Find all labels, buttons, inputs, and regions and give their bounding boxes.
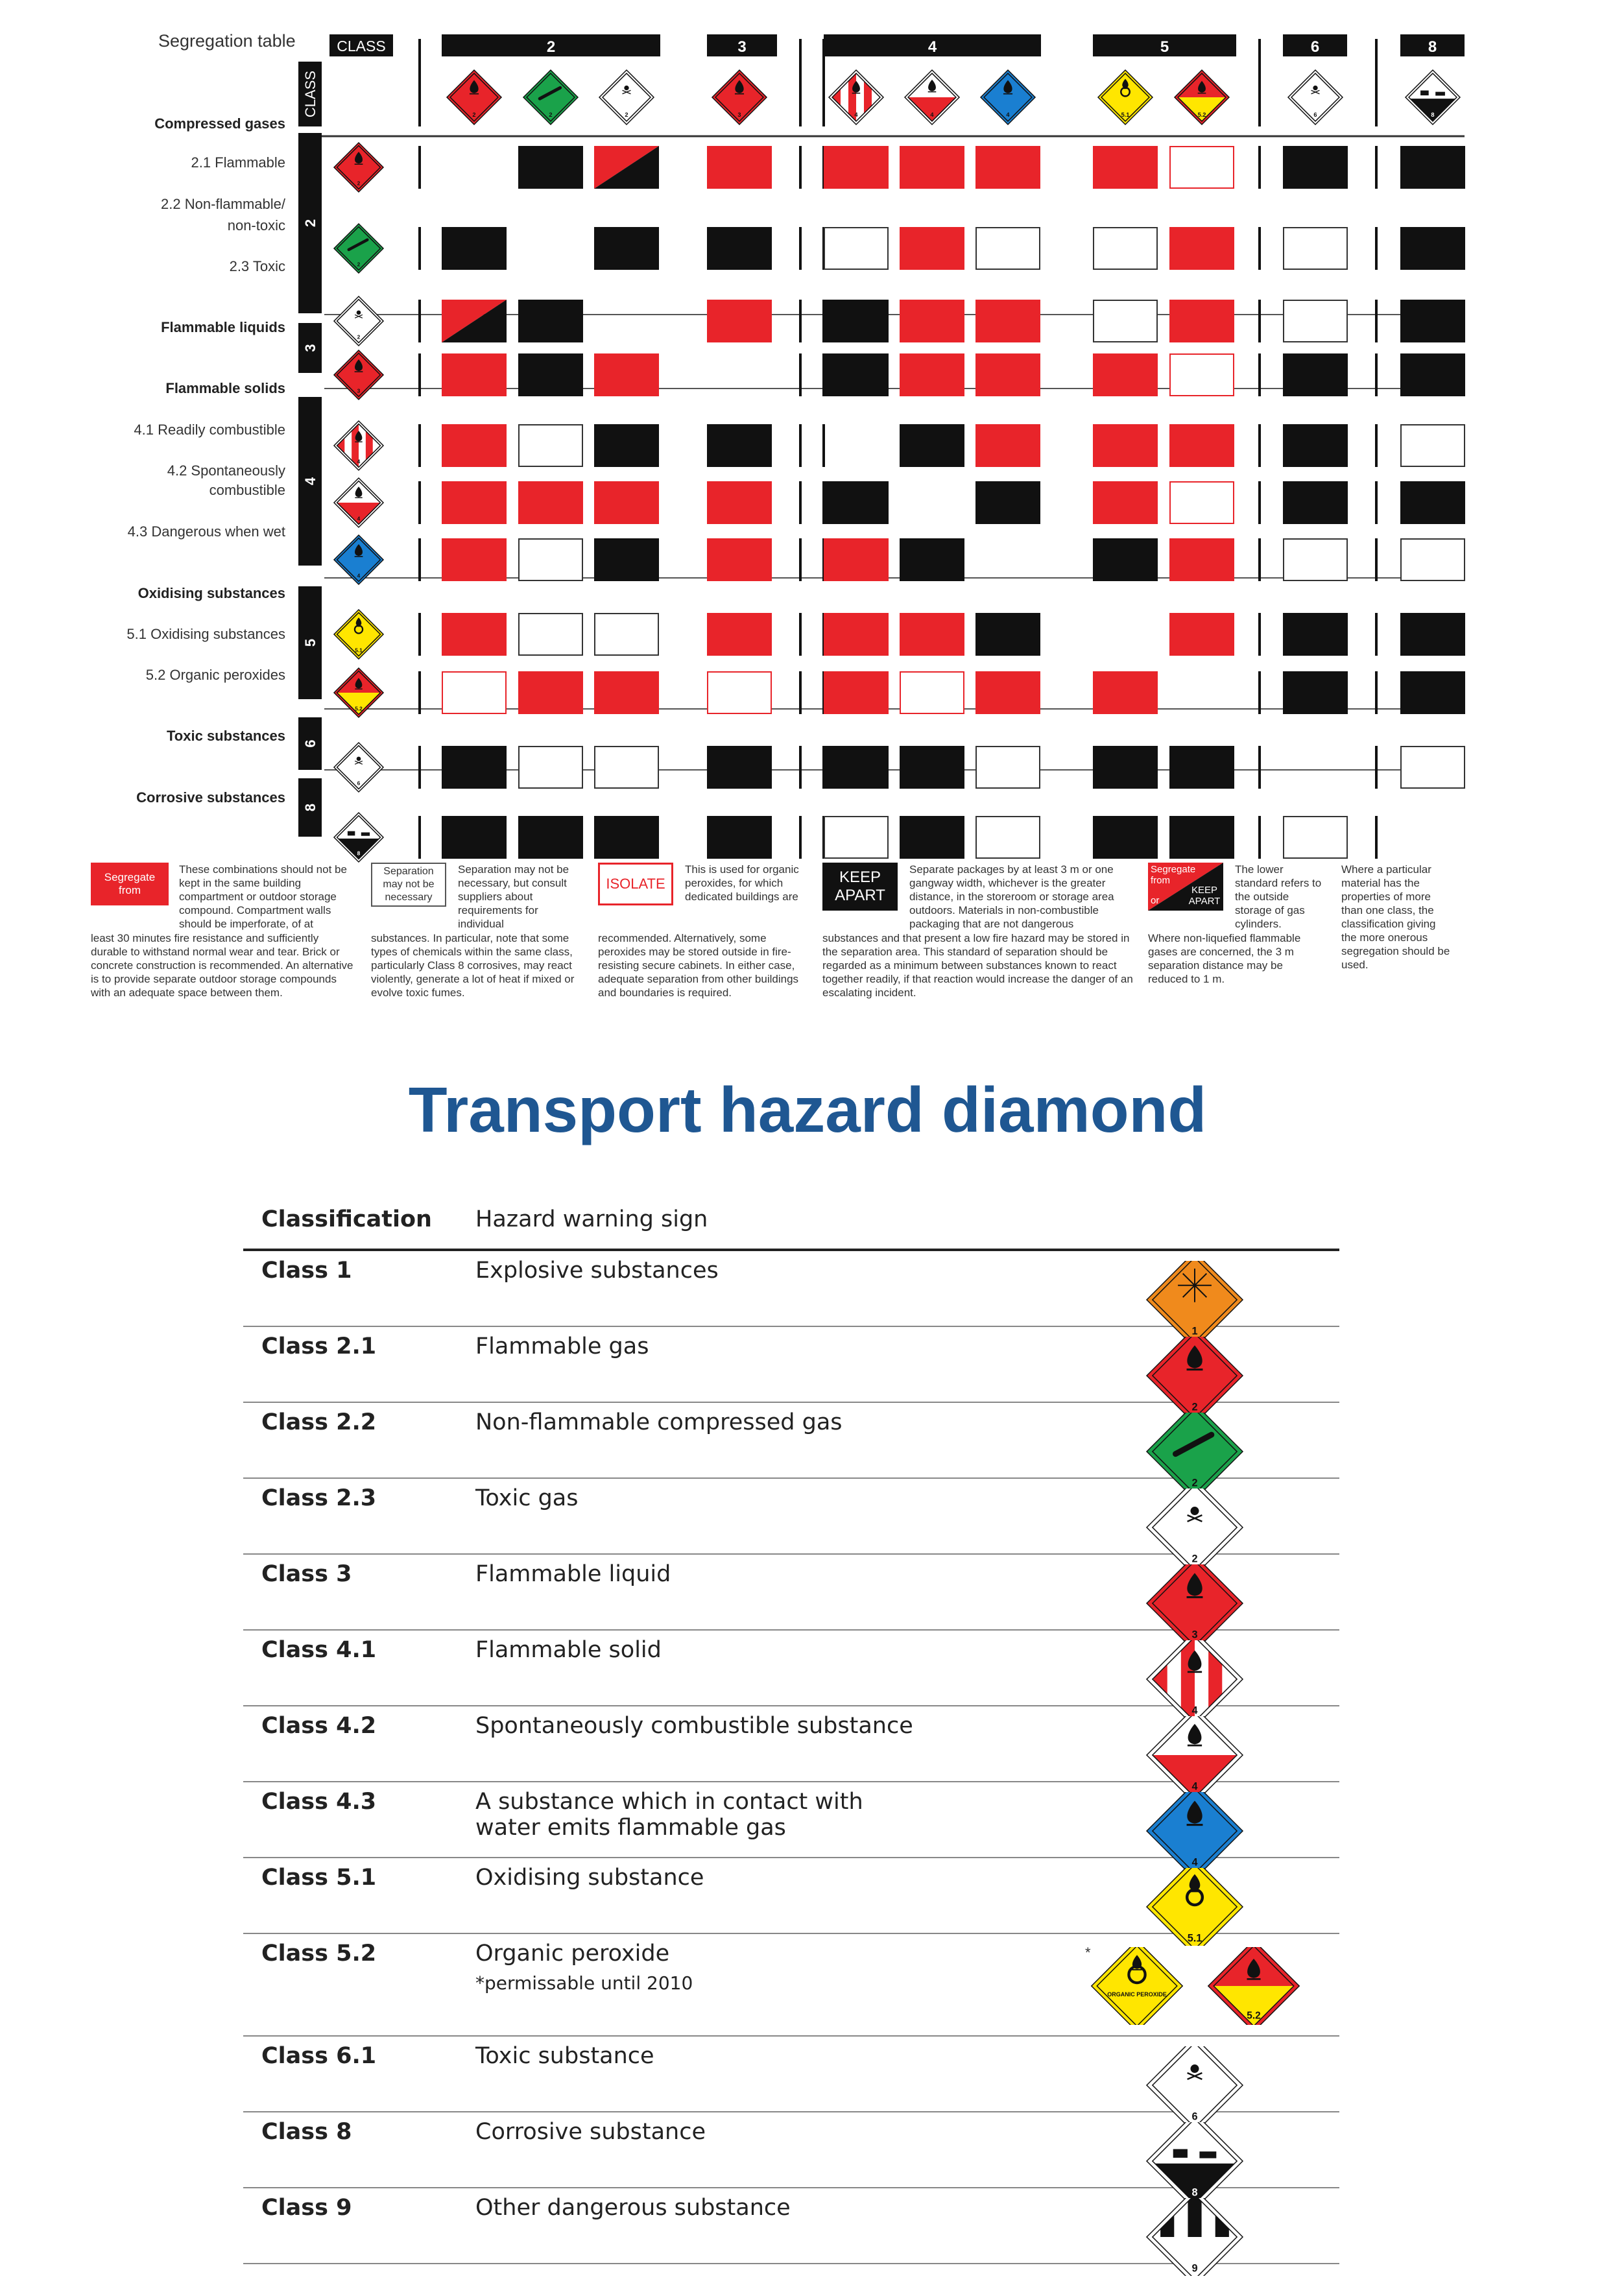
hazard-diamond-4-1 xyxy=(829,70,887,125)
cell-4-2-8 xyxy=(1400,481,1465,524)
legend-keep-apart-box xyxy=(822,863,898,911)
hazard-diamond-number: 5.2 xyxy=(1247,2010,1261,2022)
hazard-class: Class 2.3 xyxy=(261,1485,377,1511)
hazard-description: Corrosive substance xyxy=(475,2119,706,2145)
hazard-diamond-number: 5.1 xyxy=(355,647,363,654)
col-group-label: 6 xyxy=(1310,38,1320,56)
hazard-description: Flammable liquid xyxy=(475,1561,671,1587)
cell-3-4-3 xyxy=(975,353,1040,396)
hazard-row xyxy=(243,1403,1339,1489)
cell-5-2-2-1 xyxy=(442,672,506,713)
hazard-diamond-2-3 xyxy=(599,70,654,125)
hazard-description: Toxic substance xyxy=(475,2043,654,2069)
cell-2-1-3 xyxy=(707,146,772,189)
hazard-diamond-5-1 xyxy=(334,610,383,659)
cell-4-1-2-1 xyxy=(442,424,507,467)
hazard-description-line: A substance which in contact with xyxy=(475,1789,863,1815)
hazard-diamond-number: 4 xyxy=(1191,1704,1198,1717)
cell-4-3-4-1 xyxy=(824,538,889,581)
cell-6-2-2 xyxy=(519,747,582,788)
legend-separation-label: Separation may not be necessary xyxy=(383,866,435,903)
cell-8-4-1 xyxy=(824,817,888,858)
cell-2-3-5-2 xyxy=(1169,300,1234,342)
hazard-row xyxy=(243,2188,1339,2275)
hazard-diamond-number: 4 xyxy=(854,112,858,119)
hazard-diamond-6 xyxy=(334,743,383,792)
hazard-class: Class 6.1 xyxy=(261,2043,377,2069)
cell-2-1-2-3 xyxy=(594,146,659,189)
hazard-diamond-number: 2 xyxy=(1191,1477,1198,1489)
hazard-row xyxy=(243,1782,1339,1869)
hazard-diamond-number: 2 xyxy=(1191,1553,1198,1565)
row-group-label: 3 xyxy=(302,344,318,352)
hazard-description: Organic peroxide *permissable until 2010 xyxy=(475,1934,1059,2035)
legend-seg-keep-bottom: KEEP APART xyxy=(1188,885,1221,907)
cell-2-2-2-1 xyxy=(442,227,507,270)
row-label: 4.3 Dangerous when wet xyxy=(127,523,285,540)
cell-2-2-4-2 xyxy=(900,227,964,270)
cell-2-2-3 xyxy=(707,227,772,270)
cell-2-1-5-2 xyxy=(1170,147,1234,188)
hazard-description: Flammable solid xyxy=(475,1637,662,1663)
cell-2-2-6 xyxy=(1284,228,1347,269)
hazard-diamond-number: 3 xyxy=(1191,1629,1198,1641)
hazard-rows xyxy=(243,1251,1339,2275)
cell-2-2-4-3 xyxy=(976,228,1040,269)
corrosive-icon xyxy=(1420,91,1429,96)
cell-2-3-8 xyxy=(1400,300,1465,342)
hazard-diamond-number: 3 xyxy=(737,112,741,119)
cell-4-2-6 xyxy=(1283,481,1348,524)
cell-4-3-6 xyxy=(1284,539,1347,580)
hazard-class: Class 8 xyxy=(261,2119,352,2145)
cell-8-5-2 xyxy=(1169,816,1234,859)
hazard-diamond-4-2 xyxy=(334,478,383,527)
cell-2-3-4-2 xyxy=(900,300,964,342)
cell-5-2-6 xyxy=(1283,671,1348,714)
legend-keep-apart-text-cont: substances and that present a low fire hazard may be stored in the separation area. This standard of separation should be regarded as a minimum between substances known to react together readily, if that reaction would increase the danger of an escalating incident. xyxy=(822,932,1133,999)
row-group-title: Flammable liquids xyxy=(161,319,285,335)
legend-segregate-box xyxy=(91,863,169,905)
cell-4-2-4-1 xyxy=(824,481,889,524)
cell-2-1-4-3 xyxy=(975,146,1040,189)
corrosive-icon xyxy=(1173,2149,1188,2158)
skull-icon xyxy=(624,86,628,90)
hazard-diamond-number: 6 xyxy=(357,780,361,787)
cell-4-2-5-2 xyxy=(1170,482,1234,523)
hazard-diamond-3 xyxy=(712,70,767,125)
hazard-diamond-number: 3 xyxy=(357,387,361,394)
hazard-description xyxy=(475,1782,1059,1857)
cell-8-4-3 xyxy=(976,817,1040,858)
hazard-description: Toxic gas xyxy=(475,1485,579,1511)
legend-seg-keep-or: or xyxy=(1151,895,1160,906)
old-sign-label: ORGANIC PEROXIDE xyxy=(1107,1991,1167,1998)
skull-icon xyxy=(357,757,361,761)
cell-8-5-1 xyxy=(1093,816,1158,859)
cell-4-1-5-2 xyxy=(1169,424,1234,467)
hazard-diamond-5-1 xyxy=(1098,70,1153,125)
hazard-diamond-number: 5.2 xyxy=(355,705,363,712)
hazard-class: Class 5.2 xyxy=(261,1941,377,1967)
row-group-title: Flammable solids xyxy=(165,380,285,396)
segregation-title: Segregation table xyxy=(158,31,296,51)
hazard-sign xyxy=(1080,1947,1313,2025)
cell-3-8 xyxy=(1400,353,1465,396)
cell-2-3-2-2 xyxy=(518,300,583,342)
row-label: non-toxic xyxy=(227,217,285,233)
cell-3-2-2 xyxy=(518,353,583,396)
hazard-diamond-6 xyxy=(1288,70,1343,125)
cell-2-1-5-1 xyxy=(1093,146,1158,189)
skull-icon xyxy=(1313,86,1317,90)
cell-2-2-5-2 xyxy=(1169,227,1234,270)
hazard-diamond-number: 8 xyxy=(357,850,361,857)
cell-5-2-3 xyxy=(708,672,771,713)
cell-5-1-6 xyxy=(1283,613,1348,656)
cell-8-4-2 xyxy=(900,816,964,859)
hazard-diamond-number: 2 xyxy=(357,333,361,341)
cell-2-3-4-3 xyxy=(975,300,1040,342)
legend-segregate-text: These combinations should not be kept in the same building compartment or outdoor storage compound. Compartment walls should be imperforate, of at xyxy=(179,863,347,930)
cell-3-2-3 xyxy=(594,353,659,396)
cell-4-2-5-1 xyxy=(1093,481,1158,524)
hazard-class: Class 9 xyxy=(261,2195,352,2221)
hazard-diamond-number: 9 xyxy=(1191,2262,1198,2275)
hazard-class: Class 5.1 xyxy=(261,1865,377,1891)
cell-3-4-1 xyxy=(824,353,889,396)
hazard-description-line: water emits flammable gas xyxy=(475,1815,786,1841)
hazard-diamond-number: 4 xyxy=(1191,1780,1198,1793)
hazard-row xyxy=(243,1327,1339,1413)
cell-4-1-2-2 xyxy=(519,425,582,466)
col-group-label: 8 xyxy=(1428,38,1437,56)
hazard-diamond-4-1 xyxy=(334,421,387,470)
legend-isolate-label: ISOLATE xyxy=(606,876,665,892)
hazard-table xyxy=(243,1190,1339,2275)
hazard-diamond-number: 5.1 xyxy=(1187,1932,1202,1944)
cell-3-5-2 xyxy=(1170,354,1234,396)
hazard-row xyxy=(243,2112,1339,2199)
cell-6-5-2 xyxy=(1169,746,1234,789)
cell-4-3-5-2 xyxy=(1169,538,1234,581)
col-group-label: 5 xyxy=(1160,38,1169,56)
page-title: Transport hazard diamond xyxy=(408,1074,1207,1145)
cell-4-3-2-2 xyxy=(519,539,582,580)
cell-8-2-3 xyxy=(594,816,659,859)
cell-6-8 xyxy=(1401,747,1465,788)
cell-2-2-2-3 xyxy=(594,227,659,270)
cell-5-2-4-2 xyxy=(900,672,964,713)
header-classification: Classification xyxy=(261,1206,432,1232)
cell-8-3 xyxy=(707,816,772,859)
hazard-sign xyxy=(1080,2198,1313,2276)
cell-2-2-5-1 xyxy=(1094,228,1157,269)
hazard-diamond-9 xyxy=(1147,2198,1243,2276)
cell-5-1-4-1 xyxy=(824,613,889,656)
hazard-diamond-number: 2 xyxy=(1191,1401,1198,1413)
hazard-diamond-number: 4 xyxy=(357,458,361,465)
cell-4-1-8 xyxy=(1401,425,1465,466)
hazard-class: Class 2.2 xyxy=(261,1409,377,1435)
hazard-class: Class 1 xyxy=(261,1258,352,1284)
cell-4-1-5-1 xyxy=(1093,424,1158,467)
cell-5-2-4-1 xyxy=(824,671,889,714)
legend-separation-text: Separation may not be necessary, but consult suppliers about requirements for individual xyxy=(458,863,569,930)
hazard-diamond-number: 8 xyxy=(1191,2186,1198,2199)
hazard-diamond-number: 2 xyxy=(549,112,553,119)
cell-5-2-2-3 xyxy=(594,671,659,714)
legend-segregate-keep-box xyxy=(1148,863,1223,911)
hazard-diamond-number: 5.2 xyxy=(1197,112,1206,119)
legend-isolate-text-cont: recommended. Alternatively, some peroxides may be stored outside in fire-resisting secure cabinets. In either case, adequate separation from other buildings and boundaries is required. xyxy=(598,932,799,999)
cell-8-2-1 xyxy=(442,816,507,859)
hazard-description: Spontaneously combustible substance xyxy=(475,1713,913,1739)
hazard-row xyxy=(243,1251,1339,1337)
row-label: 2.2 Non-flammable/ xyxy=(161,196,285,212)
hazard-diamond-number: 2 xyxy=(472,112,476,119)
row-group-label: 6 xyxy=(302,739,318,748)
legend-separation-text-cont: substances. In particular, note that some types of chemicals within the same class, particularly Class 8 corrosives, may react violently, generate a lot of heat if mixed or evolve toxic fumes. xyxy=(371,932,575,999)
cell-2-1-4-1 xyxy=(824,146,889,189)
hazard-row xyxy=(243,1706,1339,1793)
hazard-row xyxy=(243,1631,1339,1717)
hazard-diamond-8 xyxy=(1406,70,1460,126)
cell-6-2-1 xyxy=(442,746,507,789)
hazard-diamond-3 xyxy=(334,350,383,400)
legend-keep-apart-text: Separate packages by at least 3 m or one gangway width, whichever is the greater distance, in the storeroom or storage area outdoors. Materials in non-combustible packaging that are not dangerous xyxy=(909,863,1114,930)
cell-4-1-3 xyxy=(707,424,772,467)
cell-5-1-2-1 xyxy=(442,613,507,656)
col-group-label: 3 xyxy=(737,38,747,56)
cell-4-1-2-3 xyxy=(594,424,659,467)
legend-isolate-text: This is used for organic peroxides, for which dedicated buildings are xyxy=(685,863,799,903)
cell-4-2-2-1 xyxy=(442,481,507,524)
hazard-diamond-number: 4 xyxy=(930,112,934,119)
cell-4-2-2-3 xyxy=(594,481,659,524)
cell-6-5-1 xyxy=(1093,746,1158,789)
skull-icon xyxy=(1190,1507,1199,1515)
row-group-label: 5 xyxy=(302,638,318,647)
cell-2-3-2-1 xyxy=(442,300,507,342)
hazard-diamond-8 xyxy=(334,813,383,863)
class-vertical-label: CLASS xyxy=(302,70,318,118)
cell-2-3-5-1 xyxy=(1094,300,1157,342)
row-group-label: 4 xyxy=(302,477,318,486)
hazard-diamond-number: 4 xyxy=(357,572,361,579)
cell-5-1-4-3 xyxy=(975,613,1040,656)
hazard-diamond-number: 4 xyxy=(1006,112,1010,119)
legend-segregate-keep-text: The lower standard refers to the outside storage of gas cylinders. xyxy=(1235,863,1322,930)
cell-5-2-4-3 xyxy=(975,671,1040,714)
cell-4-1-4-2 xyxy=(900,424,964,467)
skull-icon xyxy=(357,311,361,315)
cell-2-1-8 xyxy=(1400,146,1465,189)
cell-8-2-2 xyxy=(518,816,583,859)
hazard-diamond-number: 4 xyxy=(1191,1856,1198,1869)
hazard-diamond-4-3 xyxy=(981,70,1035,125)
col-group-label: 4 xyxy=(927,38,937,56)
cell-5-1-5-2 xyxy=(1169,613,1234,656)
hazard-class: Class 4.3 xyxy=(261,1789,377,1815)
hazard-diamond-number: 5.1 xyxy=(1121,112,1130,119)
row-group-title: Compressed gases xyxy=(154,115,285,132)
hazard-diamond-2-1 xyxy=(334,143,383,192)
hazard-diamond-2-2 xyxy=(523,70,578,125)
cell-6-3 xyxy=(707,746,772,789)
legend-keep-apart-label: KEEP APART xyxy=(835,868,885,904)
cell-3-5-1 xyxy=(1093,353,1158,396)
hazard-description: Other dangerous substance xyxy=(475,2195,791,2221)
cell-3-4-2 xyxy=(900,353,964,396)
hazard-diamond-5-2old xyxy=(1092,1947,1182,2025)
hazard-description: Flammable gas xyxy=(475,1333,649,1359)
header-hazard-sign: Hazard warning sign xyxy=(475,1206,708,1232)
cell-4-2-2-2 xyxy=(518,481,583,524)
cell-6-4-3 xyxy=(976,747,1040,788)
cell-2-1-6 xyxy=(1283,146,1348,189)
hazard-table-header xyxy=(243,1190,1339,1251)
hazard-description: Non-flammable compressed gas xyxy=(475,1409,843,1435)
row-label: 5.1 Oxidising substances xyxy=(126,626,285,642)
legend-segregate-label: Segregate from xyxy=(104,871,156,896)
cell-4-3-8 xyxy=(1401,539,1465,580)
hazard-diamond-number: 1 xyxy=(1191,1325,1198,1337)
hazard-diamond-2-2 xyxy=(334,224,383,273)
hazard-diamond-5-2 xyxy=(1208,1947,1299,2025)
hazard-class: Class 4.1 xyxy=(261,1637,377,1663)
legend-isolate-box xyxy=(598,863,673,905)
cell-5-2-5-1 xyxy=(1093,671,1158,714)
cell-4-1-4-3 xyxy=(975,424,1040,467)
hazard-diamond-4-3 xyxy=(334,535,383,584)
legend-segregate-keep-text-cont: Where non-liquefied flammable gases are concerned, the 3 m separation distance may be reduced to 1 m. xyxy=(1148,932,1301,985)
row-label: 5.2 Organic peroxides xyxy=(145,667,285,683)
cell-3-6 xyxy=(1283,353,1348,396)
hazard-diamond-number: 8 xyxy=(1431,112,1435,119)
hazard-diamond-number: 4 xyxy=(357,515,361,522)
cell-4-3-2-3 xyxy=(594,538,659,581)
legend-multi-class-text: Where a particular material has the properties of more than one class, the classification giving the more onerous segregation should be used. xyxy=(1341,863,1450,971)
hazard-row xyxy=(243,1479,1339,1565)
cell-4-2-4-3 xyxy=(975,481,1040,524)
cell-5-1-3 xyxy=(707,613,772,656)
hazard-row xyxy=(243,1555,1339,1641)
cell-5-2-8 xyxy=(1400,671,1465,714)
hazard-note: *permissable until 2010 xyxy=(475,1972,693,1994)
row-label: 4.2 Spontaneously xyxy=(167,462,285,479)
row-group-label: 2 xyxy=(302,219,318,228)
corrosive-icon xyxy=(348,831,355,836)
cell-4-1-6 xyxy=(1283,424,1348,467)
cell-5-1-2-3 xyxy=(595,614,658,655)
cell-2-3-3 xyxy=(707,300,772,342)
row-group-label: 8 xyxy=(302,803,318,812)
row-label: combustible xyxy=(209,482,285,498)
row-label: 2.1 Flammable xyxy=(191,154,285,171)
cell-2-1-2-2 xyxy=(518,146,583,189)
hazard-diamond-number: 2 xyxy=(357,261,361,268)
asterisk: * xyxy=(1085,1947,1091,1961)
row-group-title: Oxidising substances xyxy=(138,585,285,601)
hazard-diamond-number: 2 xyxy=(357,180,361,187)
hazard-diamond-5-2 xyxy=(334,668,383,717)
legend-seg-keep-top: Segregate from xyxy=(1151,864,1196,886)
cell-4-3-5-1 xyxy=(1093,538,1158,581)
class-header-label: CLASS xyxy=(337,38,386,54)
row-group-title: Corrosive substances xyxy=(136,789,285,806)
hazard-class: Class 4.2 xyxy=(261,1713,377,1739)
hazard-diamond-number: 2 xyxy=(625,112,628,119)
hazard-description: Oxidising substance xyxy=(475,1865,704,1891)
row-label: 4.1 Readily combustible xyxy=(134,422,285,438)
cell-3-2-1 xyxy=(442,353,507,396)
hazard-row xyxy=(243,1858,1339,1944)
legend-segregate-text-cont: least 30 minutes fire resistance and sufficiently durable to withstand normal wear and tear. Brick or concrete construction is recommended. An alternative is to provide separate outdoor storage compounds with an adequate space between them. xyxy=(91,932,353,999)
cell-4-3-4-2 xyxy=(900,538,964,581)
cell-5-2-2-2 xyxy=(518,671,583,714)
hazard-class: Class 2.1 xyxy=(261,1333,377,1359)
legend-separation-box xyxy=(371,863,446,907)
cell-2-1-4-2 xyxy=(900,146,964,189)
cell-2-3-4-1 xyxy=(824,300,889,342)
row-group-title: Toxic substances xyxy=(167,728,285,744)
skull-icon xyxy=(1190,2064,1199,2073)
cell-4-3-2-1 xyxy=(442,538,507,581)
row-label: 2.3 Toxic xyxy=(229,258,285,274)
hazard-diamond-5-2 xyxy=(1175,70,1229,125)
hazard-diamond-number: 6 xyxy=(1191,2111,1198,2123)
col-group-label: 2 xyxy=(546,38,556,56)
hazard-row xyxy=(243,2037,1339,2123)
cell-5-1-2-2 xyxy=(519,614,582,655)
hazard-row xyxy=(243,1934,1339,2037)
cell-8-6 xyxy=(1284,817,1347,858)
hazard-diamond-2-1 xyxy=(447,70,501,125)
hazard-diamond-4-2 xyxy=(905,70,959,125)
hazard-class: Class 3 xyxy=(261,1561,352,1587)
hazard-diamond-2-3 xyxy=(334,296,383,346)
cell-4-3-3 xyxy=(707,538,772,581)
cell-2-3-6 xyxy=(1284,300,1347,342)
hazard-description: Explosive substances xyxy=(475,1258,719,1284)
cell-4-2-3 xyxy=(707,481,772,524)
cell-6-4-1 xyxy=(824,746,889,789)
cell-6-4-2 xyxy=(900,746,964,789)
cell-5-1-4-2 xyxy=(900,613,964,656)
hazard-diamond-number: 6 xyxy=(1313,112,1317,119)
cell-2-2-4-1 xyxy=(824,228,888,269)
cell-6-2-3 xyxy=(595,747,658,788)
cell-2-2-8 xyxy=(1400,227,1465,270)
cell-5-1-8 xyxy=(1400,613,1465,656)
